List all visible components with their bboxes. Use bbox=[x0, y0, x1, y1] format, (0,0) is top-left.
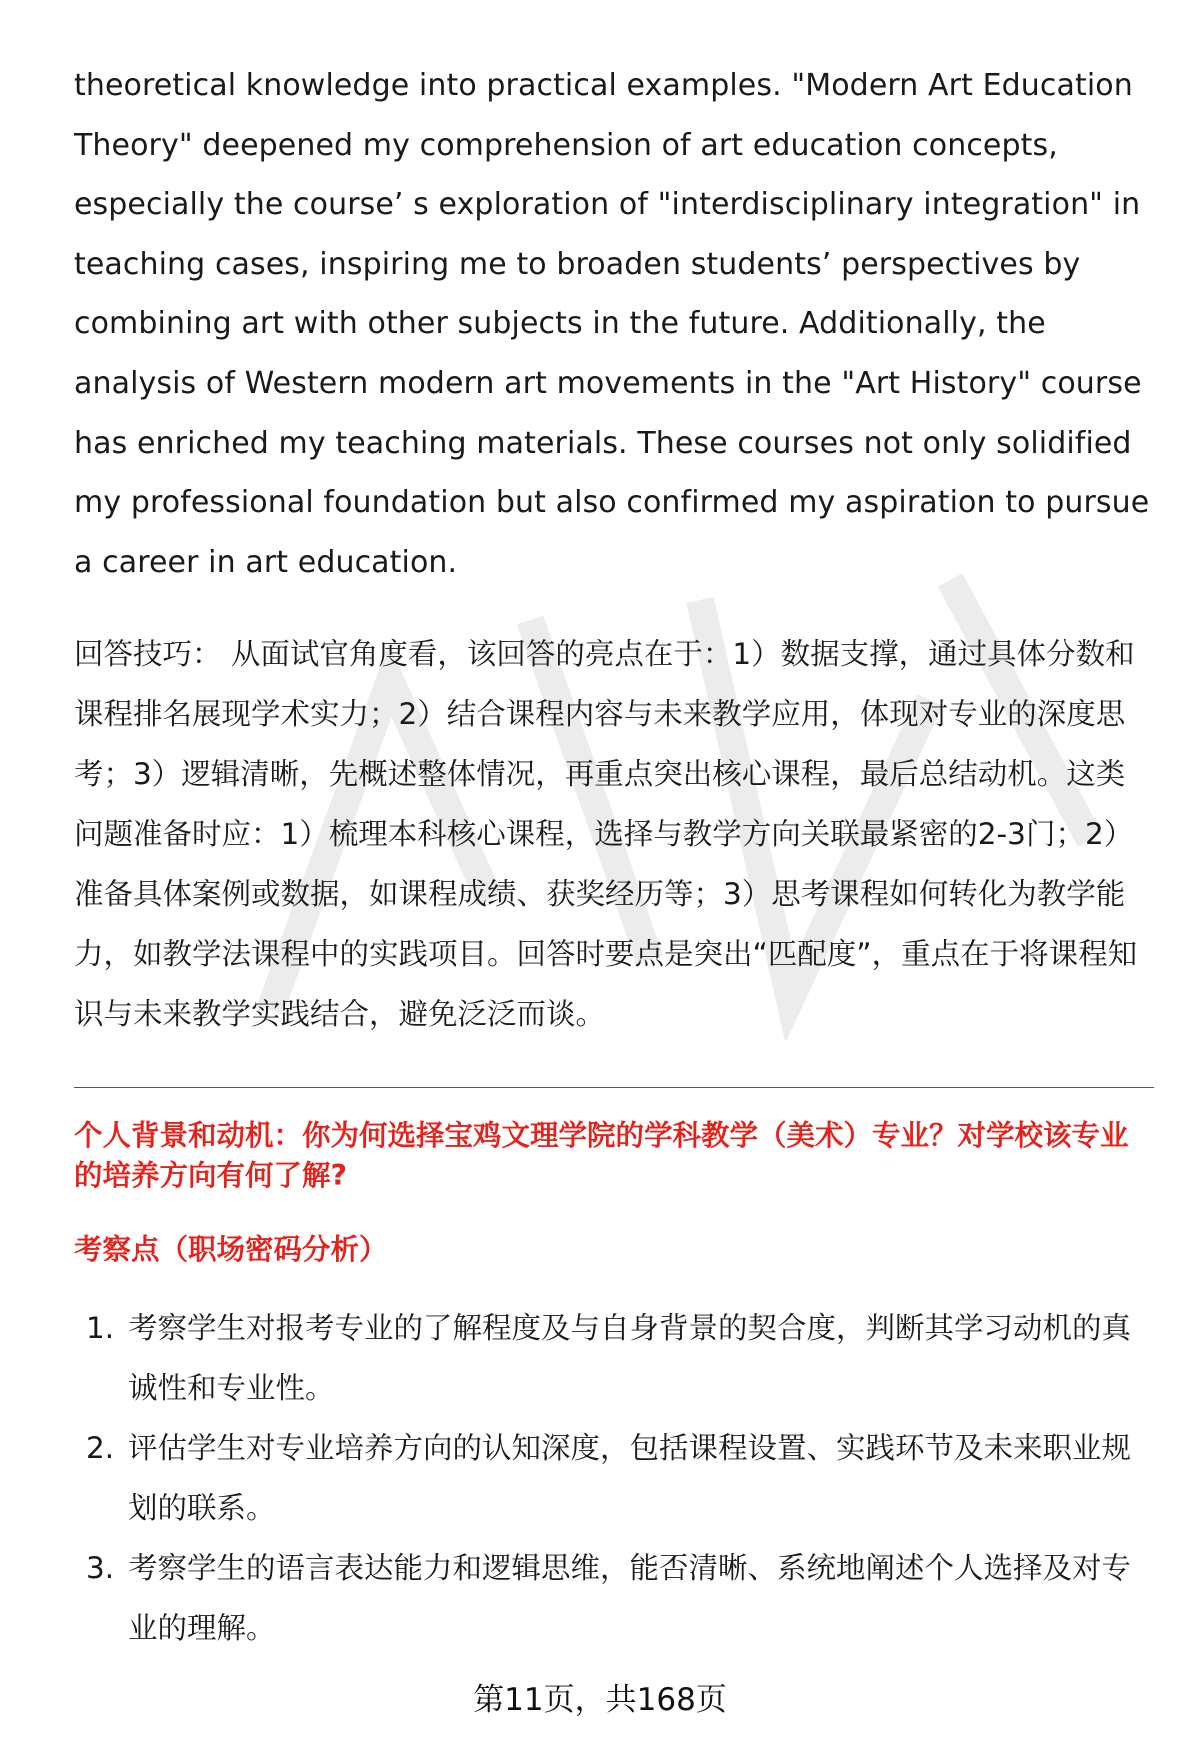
list-item bbox=[74, 1418, 1154, 1538]
list-item-number: 3. bbox=[86, 1551, 115, 1585]
analysis-subtitle: 考察点（职场密码分析） bbox=[74, 1233, 388, 1266]
list-item bbox=[74, 1538, 1154, 1658]
analysis-points-list bbox=[74, 1298, 1154, 1658]
question-title: 个人背景和动机：你为何选择宝鸡文理学院的学科教学（美术）专业？对学校该专业的培养方向有何了解? bbox=[74, 1119, 1129, 1192]
english-paragraph: theoretical knowledge into practical examples. "Modern Art Education Theory" deepened my comprehension of art education concepts, especially the course’ s exploration of "interdisciplinary integration" in teaching cases, inspiring me to broaden students’ perspectives by combining art with other subjects in the future. Additionally, the analysis of Western modern art movements in the "Art History" course has enriched my teaching materials. These courses not only solidified my professional foundation but also confirmed my aspiration to pursue a career in art education. bbox=[74, 68, 1150, 580]
list-item-text: 考察学生的语言表达能力和逻辑思维，能否清晰、系统地阐述个人选择及对专业的理解。 bbox=[128, 1551, 1132, 1645]
list-item-number: 1. bbox=[86, 1311, 115, 1345]
list-item-number: 2. bbox=[86, 1431, 115, 1465]
answer-tips-paragraph: 回答技巧： 从面试官角度看，该回答的亮点在于：1）数据支撑，通过具体分数和课程排名展现学术实力；2）结合课程内容与未来教学应用，体现对专业的深度思考；3）逻辑清晰，先概述整体情况，再重点突出核心课程，最后总结动机。这类问题准备时应：1）梳理本科核心课程，选择与教学方向关联最紧密的2-3门；2）准备具体案例或数据，如课程成绩、获奖经历等；3）思考课程如何转化为教学能力，如教学法课程中的实践项目。回答时要点是突出“匹配度”，重点在于将课程知识与未来教学实践结合，避免泛泛而谈。 bbox=[74, 637, 1138, 1031]
page-footer: 第11页，共168页 bbox=[473, 1682, 727, 1718]
section-divider bbox=[74, 1087, 1154, 1088]
list-item-text: 评估学生对专业培养方向的认知深度，包括课程设置、实践环节及未来职业规划的联系。 bbox=[128, 1431, 1132, 1525]
list-item-text: 考察学生对报考专业的了解程度及与自身背景的契合度，判断其学习动机的真诚性和专业性。 bbox=[128, 1311, 1132, 1405]
list-item bbox=[74, 1298, 1154, 1418]
